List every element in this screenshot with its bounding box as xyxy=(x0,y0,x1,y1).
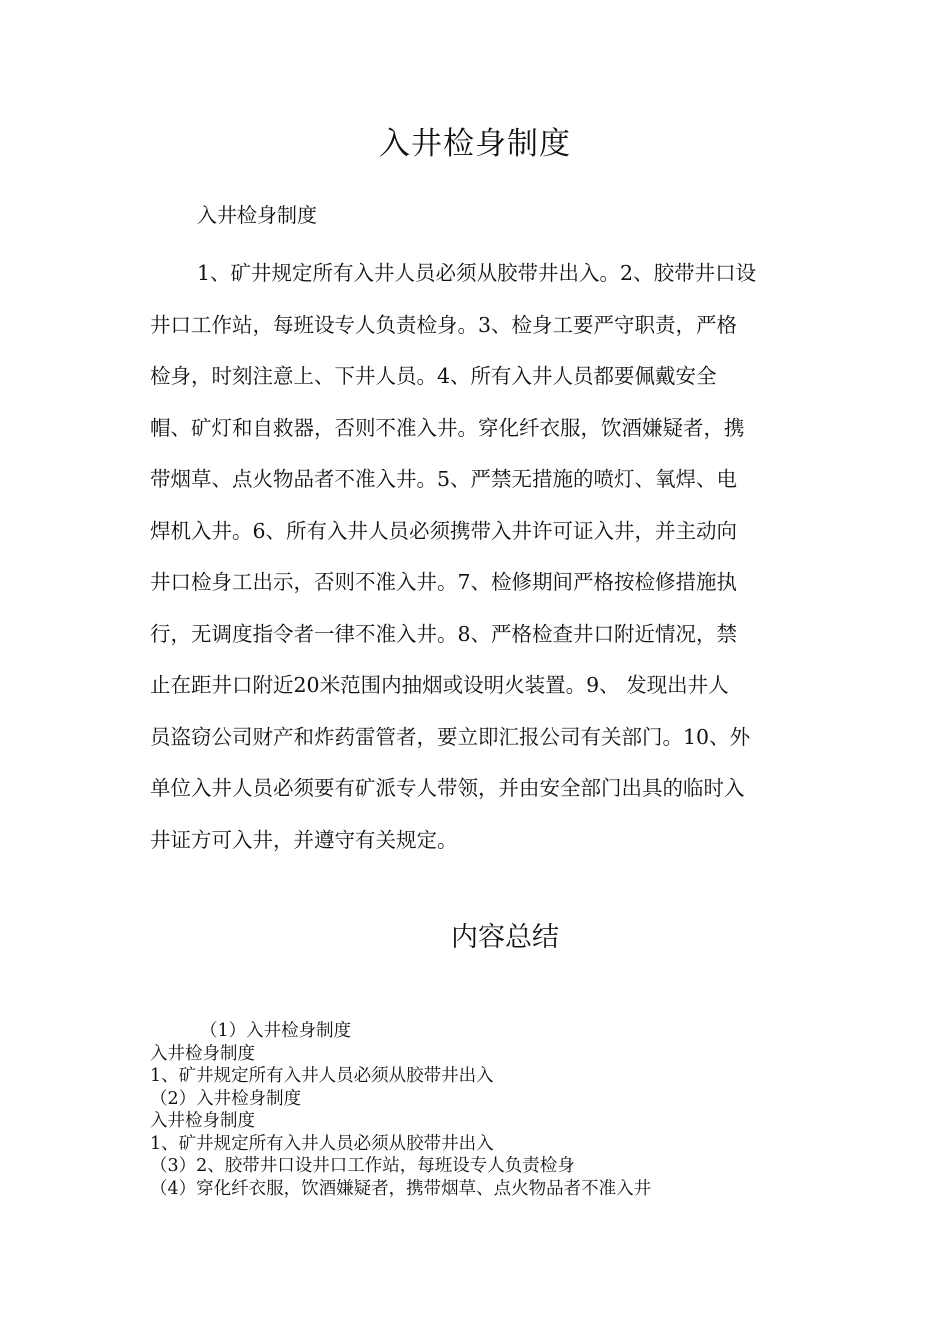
summary-item: 入井检身制度 xyxy=(150,1043,255,1064)
summary-title: 内容总结 xyxy=(451,922,559,953)
body-line: 井口检身工出示，否则不准入井。7、检修期间严格按检修措施执 xyxy=(150,570,738,594)
summary-item: （2）入井检身制度 xyxy=(150,1088,302,1109)
summary-item: （4）穿化纤衣服，饮酒嫌疑者，携带烟草、点火物品者不准入井 xyxy=(150,1178,652,1199)
body-line: 检身，时刻注意上、下井人员。4、所有入井人员都要佩戴安全 xyxy=(150,364,717,388)
summary-list xyxy=(150,1020,790,1200)
document-title: 入井检身制度 xyxy=(379,126,571,162)
body-line: 井口工作站，每班设专人负责检身。3、检身工要严守职责，严格 xyxy=(150,312,738,337)
summary-item: （1）入井检身制度 xyxy=(200,1021,352,1041)
body-line: 1、矿井规定所有入井人员必须从胶带井出入。2、胶带井口设 xyxy=(197,261,757,285)
summary-item: （3）2、胶带井口设井口工作站，每班设专人负责检身 xyxy=(150,1156,575,1176)
body-line: 单位入井人员必须要有矿派专人带领，并由安全部门出具的临时入 xyxy=(150,776,745,800)
summary-item: 1、矿井规定所有入井人员必须从胶带井出入 xyxy=(150,1066,494,1086)
body-line: 员盗窃公司财产和炸药雷管者，要立即汇报公司有关部门。10、外 xyxy=(150,724,751,749)
summary-item: 1、矿井规定所有入井人员必须从胶带井出入 xyxy=(150,1133,494,1154)
body-line: 带烟草、点火物品者不准入井。5、严禁无措施的喷灯、氧焊、电 xyxy=(150,467,738,491)
document-subheading: 入井检身制度 xyxy=(197,203,317,227)
body-line: 井证方可入井，并遵守有关规定。 xyxy=(150,827,458,852)
body-line: 帽、矿灯和自救器，否则不准入井。穿化纤衣服，饮酒嫌疑者，携 xyxy=(150,415,745,440)
body-line: 行，无调度指令者一律不准入井。8、严格检查井口附近情况，禁 xyxy=(150,621,738,646)
summary-item: 入井检身制度 xyxy=(150,1111,255,1131)
body-line: 止在距井口附近20米范围内抽烟或设明火装置。9、 发现出井人 xyxy=(150,673,729,697)
body-line: 焊机入井。6、所有入井人员必须携带入井许可证入井，并主动向 xyxy=(150,518,738,543)
body-paragraph xyxy=(150,248,800,866)
